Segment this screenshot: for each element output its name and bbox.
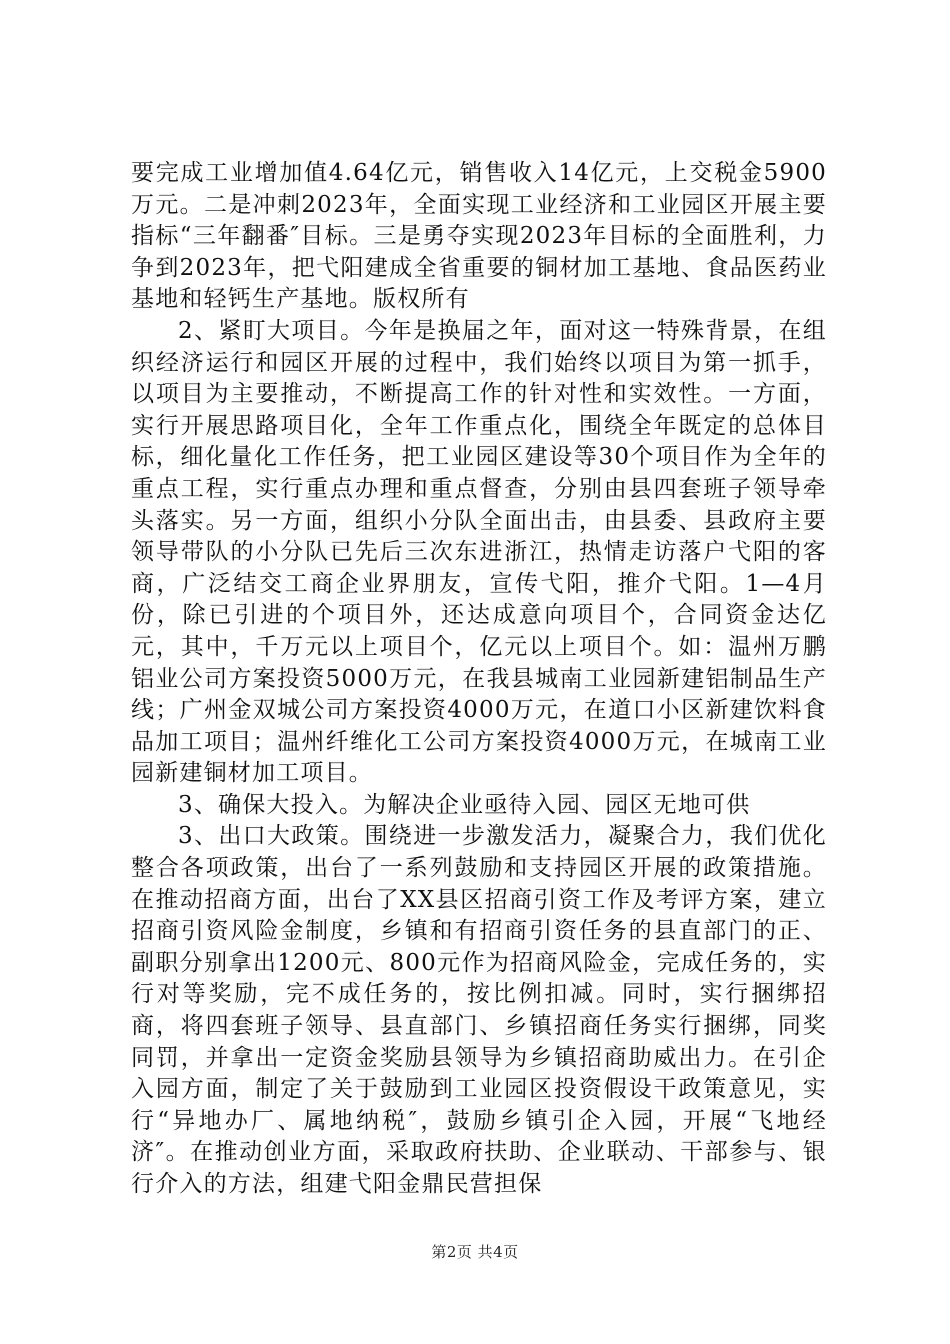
paragraph-2-key-projects: 2、紧盯大项目。今年是换届之年，面对这一特殊背景，在组织经济运行和园区开展的过程中，我们始终以项目为第一抓手，以项目为主要推动，不断提高工作的针对性和实效性。一方面，实行开展思路项目化，全年工作重点化，围绕全年既定的总体目标，细化量化工作任务，把工业园区建设等30个项目作为全年的重点工程，实行重点办理和重点督查，分别由县四套班子领导牵头落实。另一方面，组织小分队全面出击，由县委、县政府主要领导带队的小分队已先后三次东进浙江，热情走访落户弋阳的客商，广泛结交工商企业界朋友，宣传弋阳，推介弋阳。1—4月份，除已引进的个项目外，还达成意向项目个，合同资金达亿元，其中，千万元以上项目个，亿元以上项目个。如：温州万鹏铝业公司方案投资5000万元，在我县城南工业园新建铝制品生产线；广州金双城公司方案投资4000万元，在道口小区新建饮料食品加工项目；温州纤维化工公司方案投资4000万元，在城南工业园新建铜材加工项目。 [131, 317, 827, 787]
page-footer [0, 1241, 950, 1262]
paragraph-1: 要完成工业增加值4.64亿元，销售收入14亿元，上交税金5900万元。二是冲刺2023年，全面实现工业经济和工业园区开展主要指标“三年翻番″目标。三是勇夺实现2023年目标的全面胜利，力争到2023年，把弋阳建成全省重要的铜材加工基地、食品医药业基地和轻钙生产基地。版权所有 [131, 160, 827, 313]
document-body [131, 158, 827, 1201]
paragraph-3-investment: 3、确保大投入。为解决企业亟待入园、园区无地可供 [178, 791, 751, 818]
page-number: 第2页 [431, 1243, 473, 1261]
page-total: 共4页 [477, 1243, 519, 1261]
paragraph-4-policies: 3、出口大政策。围绕进一步激发活力，凝聚合力，我们优化整合各项政策，出台了一系列鼓励和支持园区开展的政策措施。在推动招商方面，出台了XX县区招商引资工作及考评方案，建立招商引资风险金制度，乡镇和有招商引资任务的县直部门的正、副职分别拿出1200元、800元作为招商风险金，完成任务的，实行对等奖励，完不成任务的，按比例扣减。同时，实行捆绑招商，将四套班子领导、县直部门、乡镇招商任务实行捆绑，同奖同罚，并拿出一定资金奖励县领导为乡镇招商助威出力。在引企入园方面，制定了关于鼓励到工业园区投资假设干政策意见，实行“异地办厂、属地纳税″，鼓励乡镇引企入园，开展“飞地经济″。在推动创业方面，采取政府扶助、企业联动、干部参与、银行介入的方法，组建弋阳金鼎民营担保 [131, 823, 827, 1197]
